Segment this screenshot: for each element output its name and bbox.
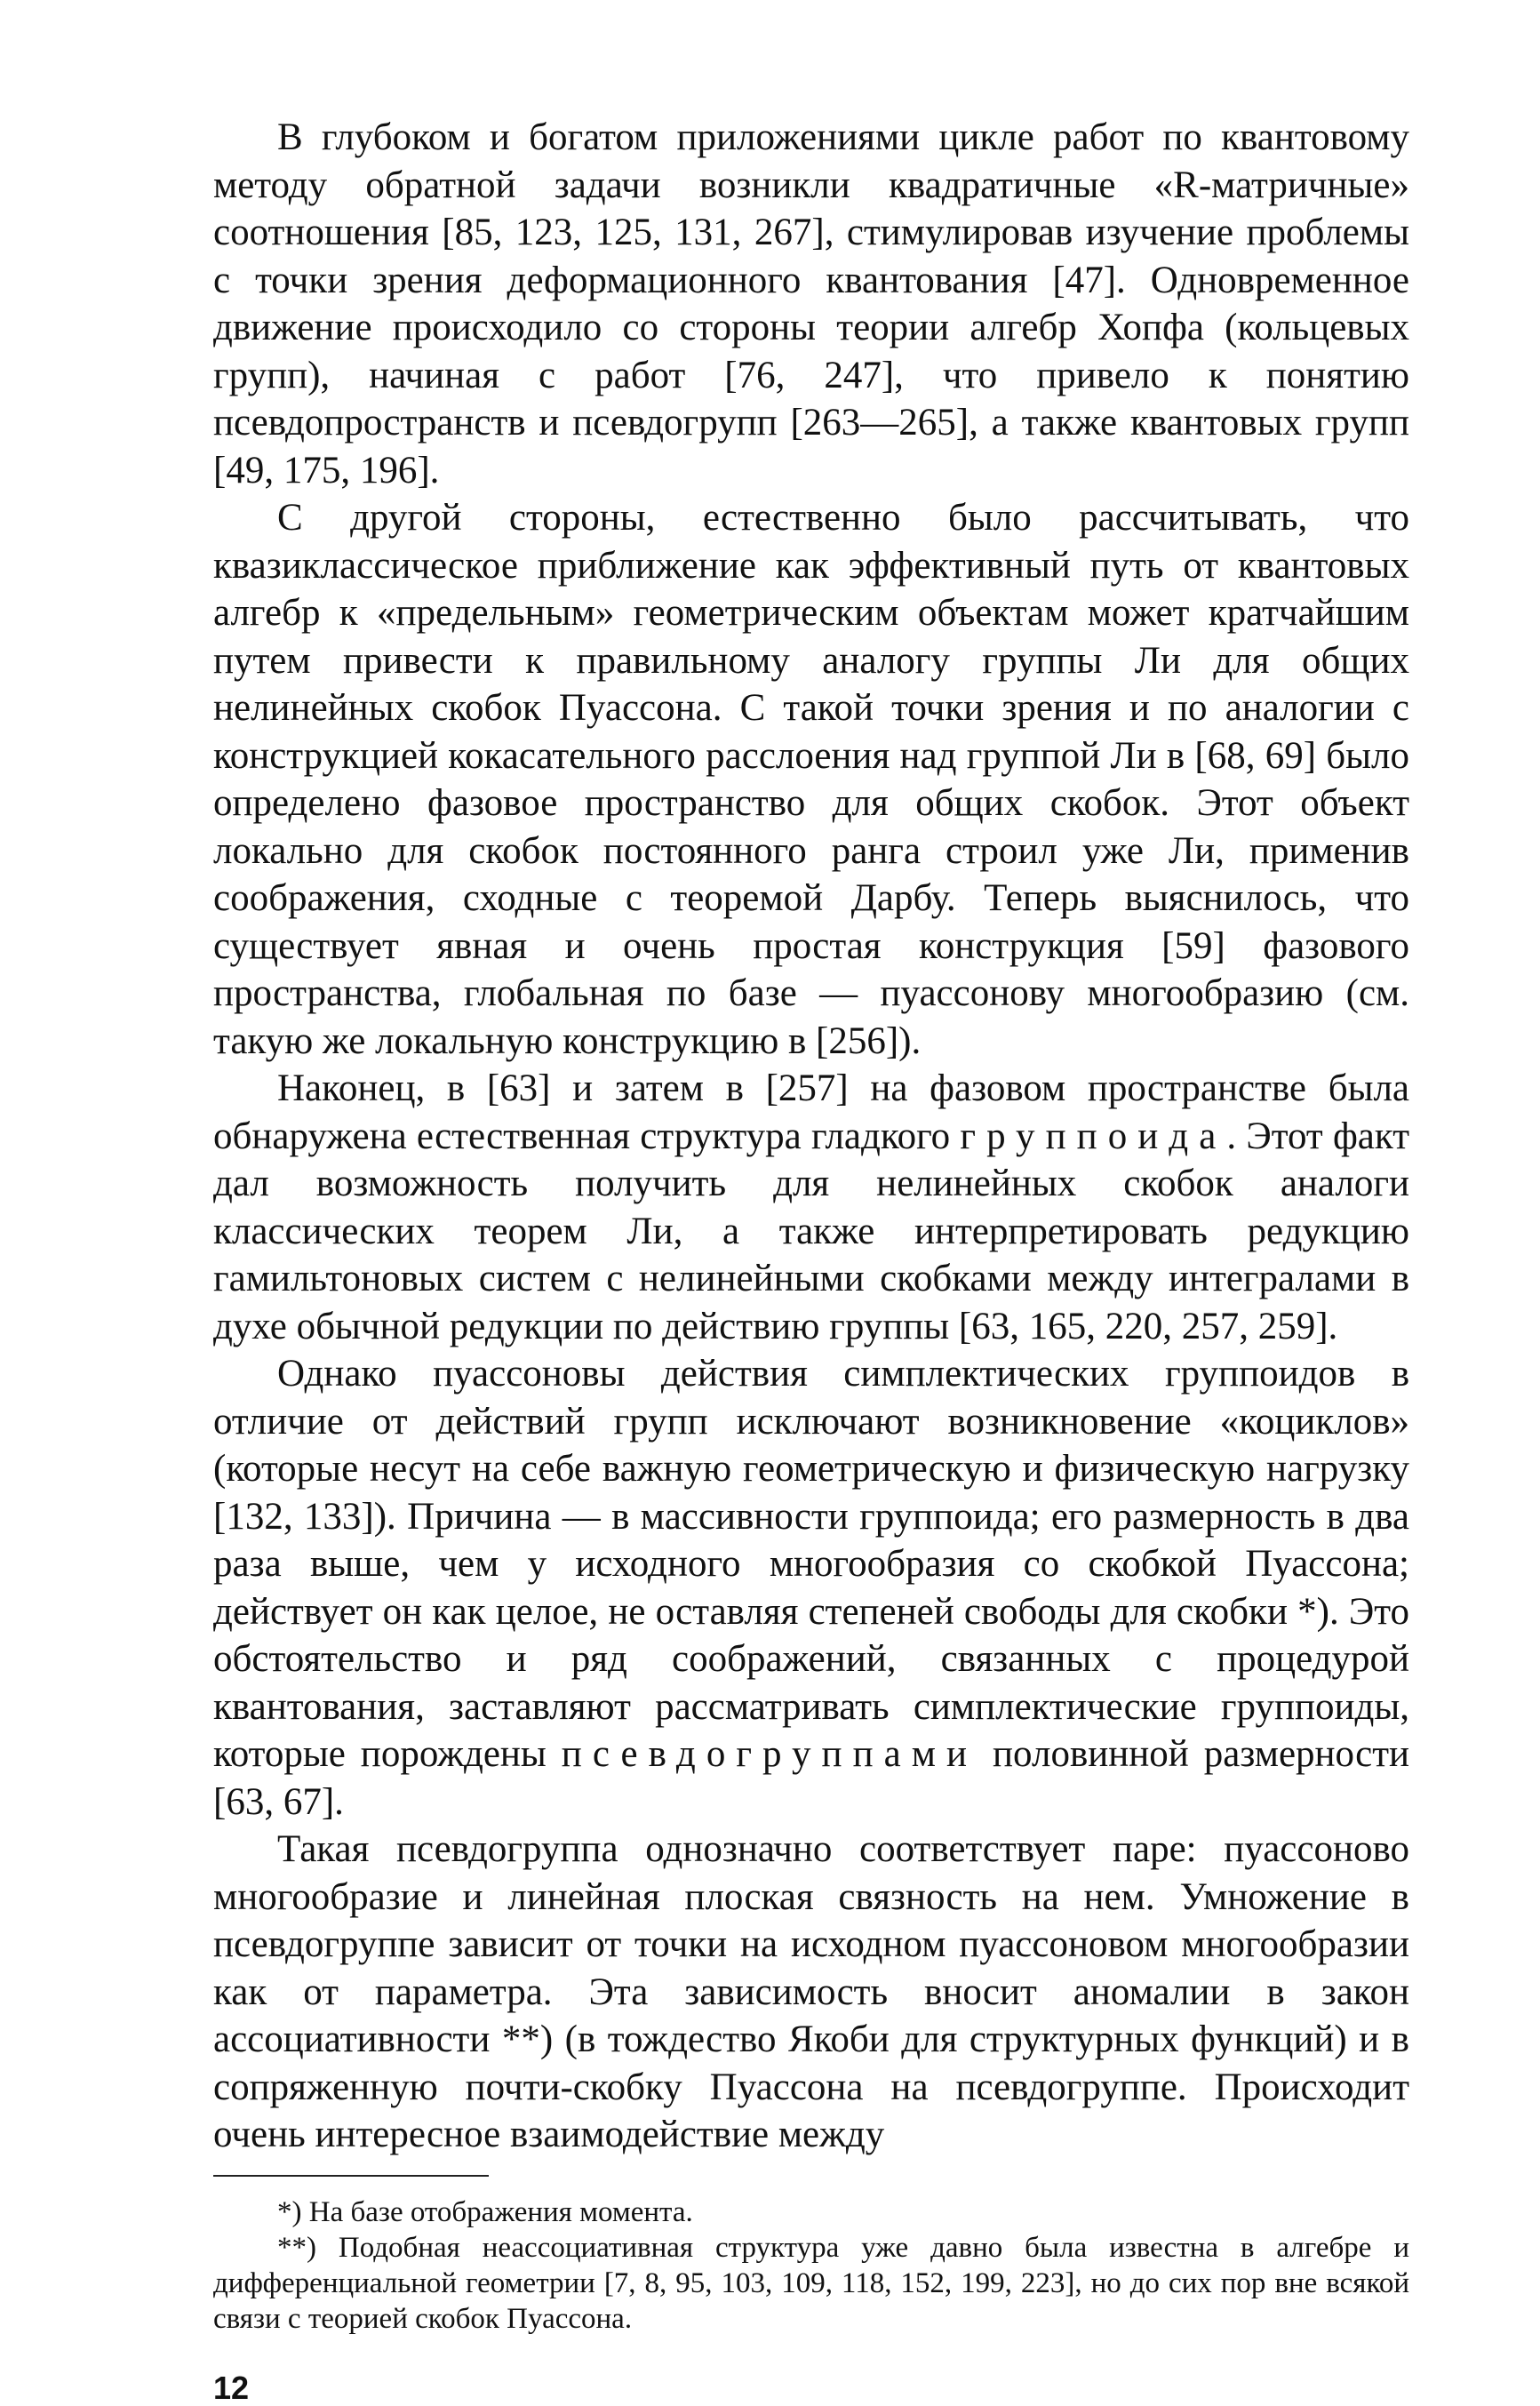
- spaced-term-groupoid: группоида: [960, 1115, 1227, 1157]
- page-number: 12: [213, 2369, 250, 2406]
- paragraph-5: Такая псевдогруппа однозначно соответствует паре: пуассоново многообразие и линейная плоская связность на нем. Умножение в псевдогруппе зависит от точки на исходном пуассоновом многообразии как от параметра. Эта зависимость вносит аномалии в закон ассоциативности **) (в тождество Якоби для структурных функций) и в сопряженную почти-скобку Пуассона на псевдогруппе. Происходит очень интересное взаимодействие между: [213, 1828, 1409, 2155]
- paragraph-4-text-before: Однако пуассоновы действия симплектических группоидов в отличие от действий групп исключают возникновение «коциклов» (которые несут на себе важную геометрическую и физическую нагрузку [132, 133]). Причина — в массивности группоида; его размерность в два раза выше, чем у исходного многообразия со скобкой Пуассона; действует он как целое, не оставляя степеней свободы для скобки *). Это обстоятельство и ряд соображений, связанных с процедурой квантования, заставляют рассматривать симплектические группоиды, которые порождены: [213, 1353, 1409, 1775]
- footnote-1: *) На базе отображения момента.: [277, 2195, 693, 2228]
- footnote-2: **) Подобная неассоциативная структура уже давно была известна в алгебре и дифференциальной геометрии [7, 8, 95, 103, 109, 118, 152, 199, 223], но до сих пор вне всякой связи с теорией скобок Пуассона.: [213, 2231, 1409, 2335]
- footnotes: [213, 2194, 1409, 2337]
- paragraph-4: [213, 1350, 1409, 1826]
- paragraph-3: [213, 1065, 1409, 1350]
- book-page: [213, 114, 1409, 2406]
- paragraph-2: С другой стороны, естественно было рассчитывать, что квазиклассическое приближение как эффективный путь от квантовых алгебр к «предельным» геометрическим объектам может кратчайшим путем привести к правильному аналогу группы Ли для общих нелинейных скобок Пуассона. С такой точки зрения и по аналогии с конструкцией кокасательного расслоения над группой Ли в [68, 69] было определено фазовое пространство для общих скобок. Этот объект локально для скобок постоянного ранга строил уже Ли, применив соображения, сходные с теоремой Дарбу. Теперь выяснилось, что существует явная и очень простая конструкция [59] фазового пространства, глобальная по базе — пуассонову многообразию (см. такую же локальную конструкцию в [256]).: [213, 497, 1409, 1062]
- paragraph-1: В глубоком и богатом приложениями цикле работ по квантовому методу обратной задачи возникли квадратичные «R-матричные» соотношения [85, 123, 125, 131, 267], стимулировав изучение проблемы с точки зрения деформационного квантования [47]. Одновременное движение происходило со стороны теории алгебр Хопфа (кольцевых групп), начиная с работ [76, 247], что привело к понятию псевдопространств и псевдогрупп [263—265], а также квантовых групп [49, 175, 196].: [213, 116, 1409, 492]
- footnote-divider: [213, 2175, 489, 2177]
- paragraph-3-text-after: . Этот факт дал возможность получить для нелинейных скобок аналоги классических теорем Ли, а также интерпретировать редукцию гамильтоновых систем с нелинейными скобками между интегралами в духе обычной редукции по действию группы [63, 165, 220, 257, 259].: [213, 1115, 1410, 1347]
- paragraph-4-text-after: половинной размерности [63, 67].: [213, 1733, 1409, 1823]
- paragraph-3-text-before: Наконец, в [63] и затем в [257] на фазовом пространстве была обнаружена естественная структура гладкого: [213, 1067, 1409, 1157]
- spaced-term-pseudogroups: псевдогруппами: [561, 1733, 978, 1775]
